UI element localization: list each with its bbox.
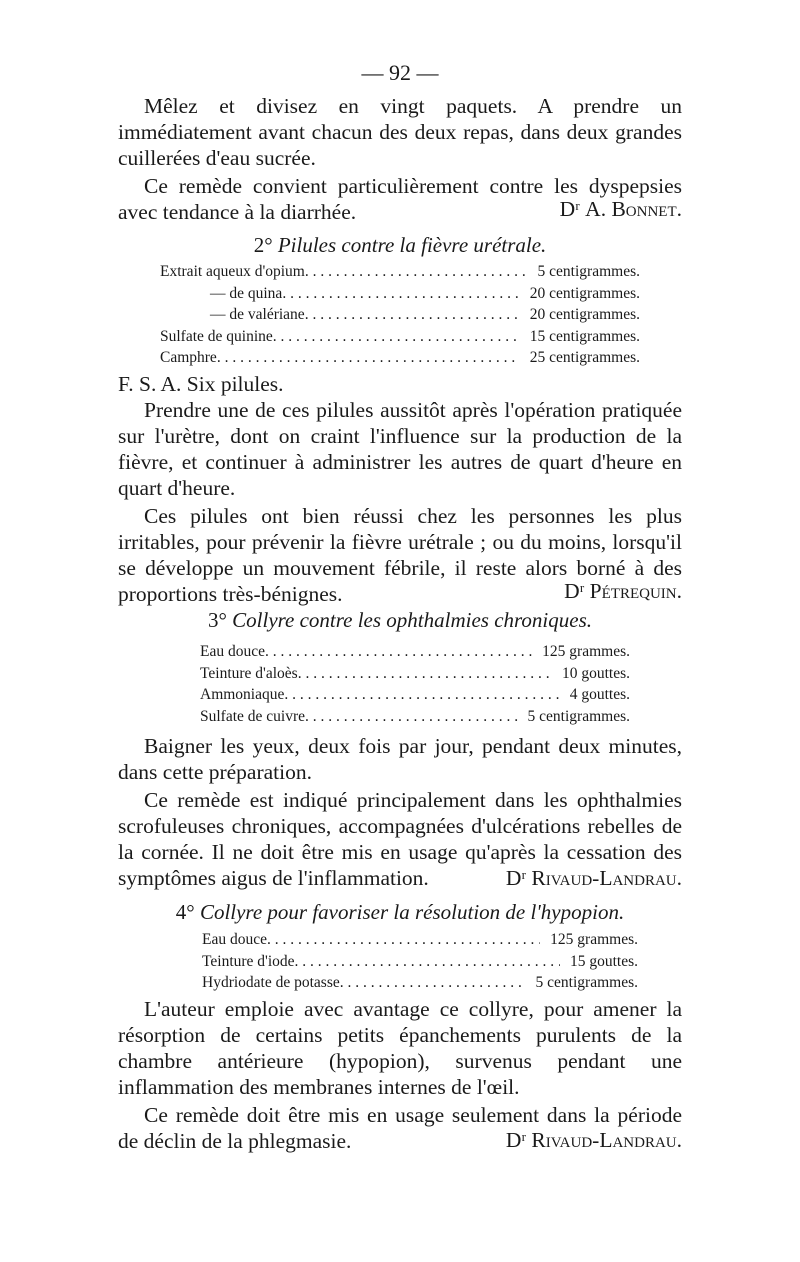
section-number: 4° bbox=[175, 900, 195, 924]
recipe-row: Camphre . . . 25 centigrammes. bbox=[160, 347, 640, 369]
recipe-row: Teinture d'aloès . . . 10 gouttes. bbox=[200, 663, 630, 685]
intro-paragraph-1: Mêlez et divisez en vingt paquets. A prendre un immédiatement avant chacun des deux repas, dans deux grandes cuillerées d'eau sucrée. bbox=[118, 94, 682, 170]
section-3-paragraph-2: Ce remède est indiqué principalement dans les ophthalmies scrofuleuses chroniques, accompagnées d'ulcérations rebelles de la cornée. Il ne doit être mis en usage qu'après la cessation des symptômes aigus de l'inflammation. bbox=[118, 788, 682, 890]
recipe-row: Extrait aqueux d'opium . . . 5 centigrammes. bbox=[160, 261, 640, 283]
section-2-body bbox=[118, 371, 682, 607]
section-title: Pilules contre la fièvre urétrale. bbox=[277, 233, 547, 257]
recipe-row: Sulfate de quinine . . . 15 centigrammes. bbox=[160, 326, 640, 348]
section-number: 3° bbox=[207, 608, 227, 632]
recipe-row: Teinture d'iode . . . 15 gouttes. bbox=[202, 951, 638, 973]
recipe-pilules bbox=[160, 261, 640, 369]
recipe-row: Sulfate de cuivre . . . 5 centigrammes. bbox=[200, 706, 630, 728]
signature-prefix: Dʳ bbox=[559, 197, 580, 221]
section-2-paragraph-1: Prendre une de ces pilules aussitôt après l'opération pratiquée sur l'urètre, dont on craint l'influence sur la production de la fièvre, et continuer à administrer les autres de quart d'heure en quart d'heure. bbox=[118, 398, 682, 500]
signature-rivaud-landrau-2 bbox=[506, 1128, 682, 1153]
section-title: Collyre contre les ophthalmies chroniques. bbox=[232, 608, 593, 632]
intro-paragraph-2: Ce remède convient particulièrement contre les dyspepsies avec tendance à la diarrhée. bbox=[118, 174, 682, 224]
signature-prefix: Dʳ bbox=[505, 866, 527, 890]
recipe-row: — de valériane . . . 20 centigrammes. bbox=[160, 304, 640, 326]
recipe-collyre-hypopion bbox=[202, 929, 638, 994]
section-3-signature-row bbox=[118, 866, 682, 892]
section-4-signature-row bbox=[118, 1128, 682, 1154]
recipe-row: Eau douce . . . 125 grammes. bbox=[200, 641, 630, 663]
section-2-heading bbox=[0, 233, 800, 258]
section-4-heading bbox=[0, 900, 800, 925]
recipe-collyre-ophthalmies bbox=[200, 641, 630, 727]
recipe-row: Eau douce . . . 125 grammes. bbox=[202, 929, 638, 951]
signature-name: Pétrequin. bbox=[589, 579, 682, 603]
section-number: 2° bbox=[253, 233, 273, 257]
section-2-paragraph-2: Ces pilules ont bien réussi chez les personnes les plus irritables, pour prévenir la fièvre urétrale ; ou du moins, lorsqu'il se développe un mouvement fébrile, il reste alors borné à des proportions très-bénignes. bbox=[118, 504, 682, 606]
section-4-paragraph-1: L'auteur emploie avec avantage ce collyre, pour amener la résorption de certains petits épanchements purulents de la chambre antérieure (hypopion), survenus pendant une inflammation des membranes internes de l'œil. bbox=[118, 997, 682, 1099]
section-title: Collyre pour favoriser la résolution de l'hypopion. bbox=[199, 900, 625, 924]
recipe-row: Ammoniaque . . . 4 gouttes. bbox=[200, 684, 630, 706]
section-4-paragraph-2: Ce remède doit être mis en usage seulement dans la période de déclin de la phlegmasie. bbox=[118, 1103, 682, 1153]
signature-petrequin bbox=[564, 579, 682, 604]
page-number: — 92 — bbox=[361, 60, 439, 85]
section-2-signature-row bbox=[118, 579, 682, 605]
recipe-row: — de quina . . . 20 centigrammes. bbox=[160, 283, 640, 305]
intro-signature-row bbox=[118, 197, 682, 223]
fsa-line: F. S. A. Six pilules. bbox=[118, 372, 284, 396]
signature-name: Rivaud-Landrau. bbox=[531, 1128, 682, 1152]
signature-prefix: Dʳ bbox=[505, 1128, 527, 1152]
signature-name: Rivaud-Landrau. bbox=[531, 866, 682, 890]
signature-prefix: Dʳ bbox=[564, 579, 585, 603]
signature-rivaud-landrau bbox=[506, 866, 682, 891]
signature-name: A. Bonnet. bbox=[585, 197, 682, 221]
recipe-row: Hydriodate de potasse . . . 5 centigrammes. bbox=[202, 972, 638, 994]
section-3-heading bbox=[0, 608, 800, 633]
section-3-paragraph-1: Baigner les yeux, deux fois par jour, pendant deux minutes, dans cette préparation. bbox=[118, 734, 682, 784]
signature-bonnet bbox=[560, 197, 682, 222]
